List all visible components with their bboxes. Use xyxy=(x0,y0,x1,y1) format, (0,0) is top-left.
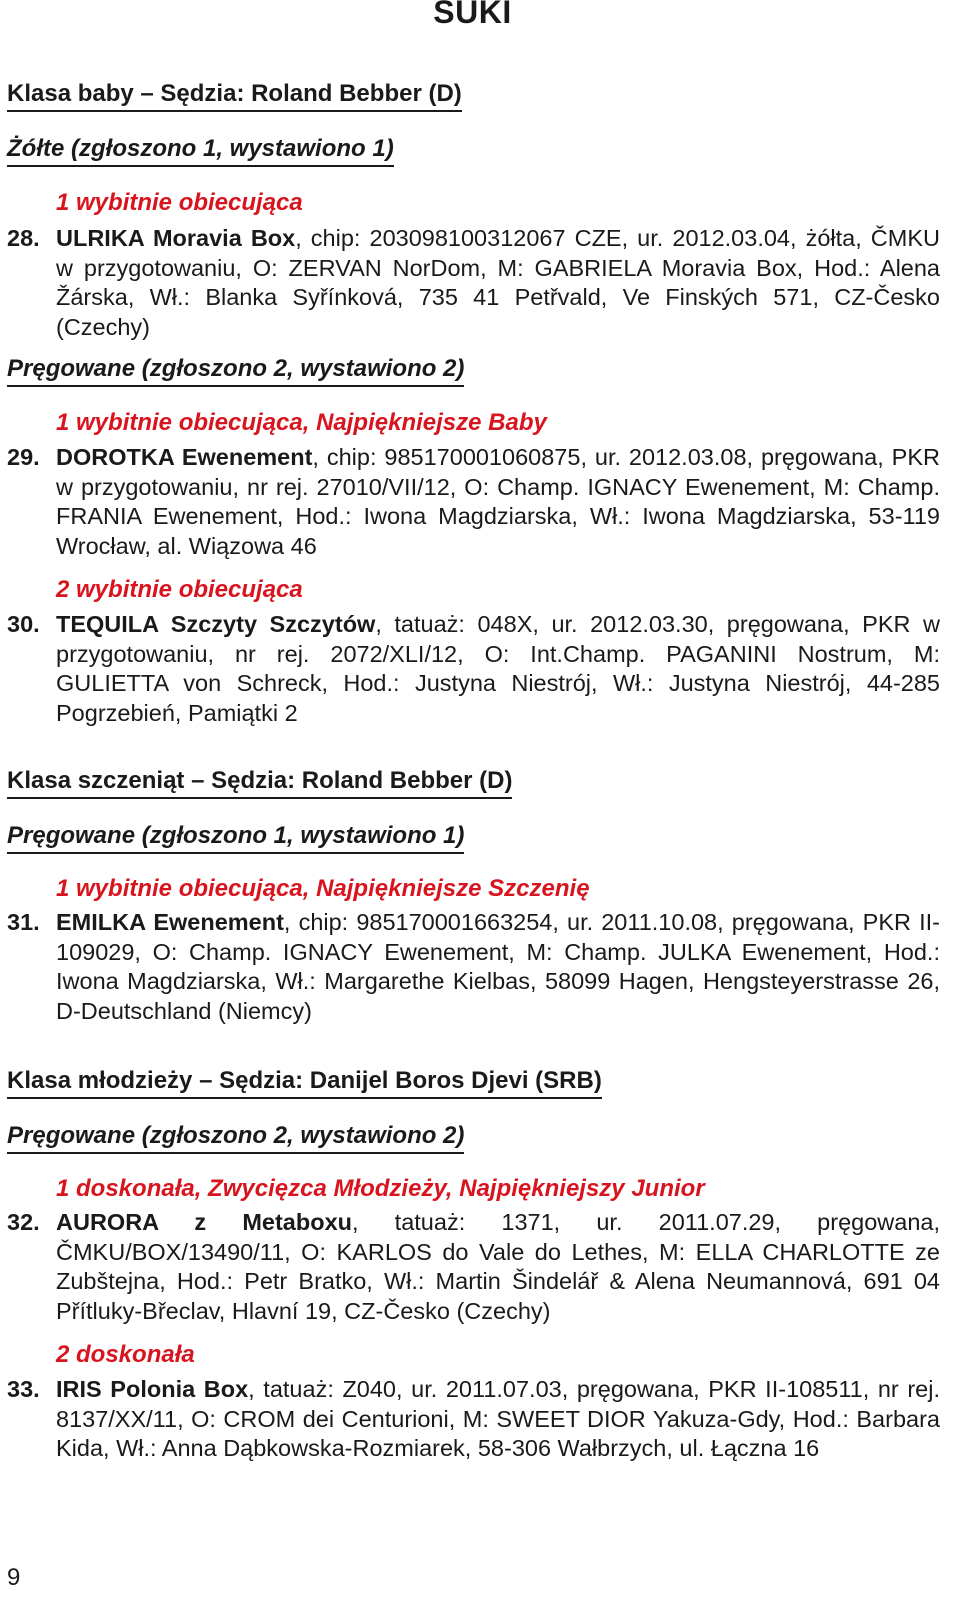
dog-entry-28 xyxy=(7,224,940,342)
dog-name: AURORA z Metaboxu xyxy=(56,1209,352,1235)
award-label: 2 doskonała xyxy=(56,1341,195,1368)
dog-name: TEQUILA Szczyty Szczytów xyxy=(56,611,376,637)
color-group-heading-yellow: Żółte (zgłoszono 1, wystawiono 1) xyxy=(7,133,394,167)
dog-name: ULRIKA Moravia Box xyxy=(56,225,296,251)
page-number: 9 xyxy=(7,1564,21,1591)
dog-name: EMILKA Ewenement xyxy=(56,909,284,935)
entry-number: 33. xyxy=(7,1376,40,1402)
dog-entry-31 xyxy=(7,908,940,1026)
dog-entry-32 xyxy=(7,1208,940,1326)
entry-number: 31. xyxy=(7,909,40,935)
class-heading-baby: Klasa baby – Sędzia: Roland Bebber (D) xyxy=(7,78,462,112)
dog-details: , tatuaż: Z040, ur. 2011.07.03, pręgowana, PKR II-108511, nr rej. 8137/XX/11, O: CROM dei Centurioni, M: SWEET DIOR Yakuza-Gdy, Hod.: Barbara Kida, Wł.: Anna Dąbkowska-Rozmiarek, 58-306 Wałbrzych, ul. Łączna 16 xyxy=(56,1376,941,1461)
dog-details: , chip: 985170001663254, ur. 2011.10.08, pręgowana, PKR II-109029, O: Champ. IGNACY Ewenement, M: Champ. JULKA Ewenement, Hod.: Iwona Magdziarska, Wł.: Margarethe Kielbas, 58099 Hagen, Hengsteyerstrasse 26, D-Deutschland (Niemcy) xyxy=(56,909,940,1024)
entry-number: 29. xyxy=(7,444,40,470)
class-heading-puppy: Klasa szczeniąt – Sędzia: Roland Bebber (D) xyxy=(7,765,512,799)
dog-details: , chip: 985170001060875, ur. 2012.03.08, pręgowana, PKR w przygotowaniu, nr rej. 27010/VII/12, O: Champ. IGNACY Ewenement, M: Champ. FRANIA Ewenement, Hod.: Iwona Magdziarska, Wł.: Iwona Magdziarska, 53-119 Wrocław, al. Wiązowa 46 xyxy=(56,444,940,559)
entry-number: 28. xyxy=(7,225,40,251)
color-group-heading-brindle: Pręgowane (zgłoszono 1, wystawiono 1) xyxy=(7,820,464,854)
dog-details: , tatuaż: 048X, ur. 2012.03.30, pręgowana, PKR w przygotowaniu, nr rej. 2072/XLI/12, O: Int.Champ. PAGANINI Nostrum, M: GULIETTA von Schreck, Hod.: Justyna Niestrój, Wł.: Justyna Niestrój, 44-285 Pogrzebień, Pamiątki 2 xyxy=(56,611,940,726)
entry-number: 30. xyxy=(7,611,40,637)
dog-name: IRIS Polonia Box xyxy=(56,1376,249,1402)
award-label: 2 wybitnie obiecująca xyxy=(56,576,303,603)
award-label: 1 wybitnie obiecująca, Najpiękniejsze Baby xyxy=(56,409,547,436)
color-group-heading-brindle: Pręgowane (zgłoszono 2, wystawiono 2) xyxy=(7,1120,464,1154)
class-heading-junior: Klasa młodzieży – Sędzia: Danijel Boros Djevi (SRB) xyxy=(7,1065,602,1099)
dog-entry-30 xyxy=(7,610,940,728)
award-label: 1 wybitnie obiecująca, Najpiękniejsze Szczenię xyxy=(56,875,590,902)
page-title: SUKI xyxy=(433,0,512,30)
dog-entry-33 xyxy=(7,1375,940,1464)
dog-entry-29 xyxy=(7,443,940,561)
dog-details: , tatuaż: 1371, ur. 2011.07.29, pręgowana, ČMKU/BOX/13490/11, O: KARLOS do Vale do Lethes, M: ELLA CHARLOTTE ze Zubštejna, Hod.: Petr Bratko, Wł.: Martin Šindelář & Alena Neumannová, 691 04 Přítluky-Břeclav, Hlavní 19, CZ-Česko (Czechy) xyxy=(56,1209,940,1324)
entry-number: 32. xyxy=(7,1209,40,1235)
award-label: 1 wybitnie obiecująca xyxy=(56,189,303,216)
dog-details: , chip: 203098100312067 CZE, ur. 2012.03.04, żółta, ČMKU w przygotowaniu, O: ZERVAN NorDom, M: GABRIELA Moravia Box, Hod.: Alena Žárska, Wł.: Blanka Syřínková, 735 41 Petřvald, Ve Finských 571, CZ-Česko (Czechy) xyxy=(56,225,940,340)
award-label: 1 doskonała, Zwycięzca Młodzieży, Najpiękniejszy Junior xyxy=(56,1175,705,1202)
color-group-heading-brindle: Pręgowane (zgłoszono 2, wystawiono 2) xyxy=(7,353,464,387)
dog-name: DOROTKA Ewenement xyxy=(56,444,313,470)
